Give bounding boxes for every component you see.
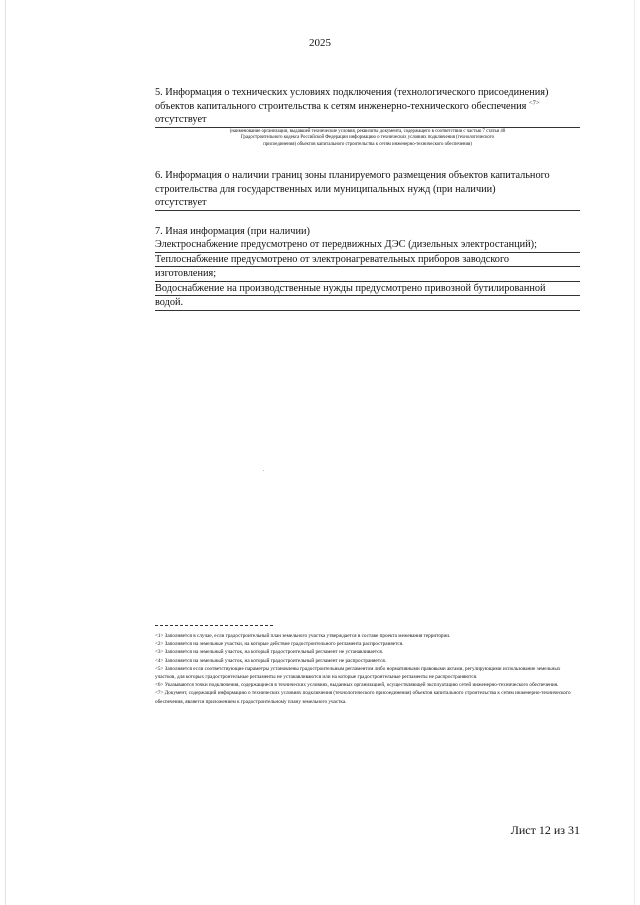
footnote-2: <2> Заполняется на земельные участки, на которые действие градостроительного регламента распространяется. <box>155 641 404 648</box>
section-6 <box>155 169 580 211</box>
section-6-value: отсутствует <box>155 196 580 211</box>
section-5-title-line-1: 5. Информация о технических условиях подключения (технологического присоединения) <box>155 87 549 98</box>
section-5-caption-line-1: (наименование организации, выдавшей технические условия, реквизиты документа, содержащего в соответствии с частью 7 статьи 48 <box>229 128 506 134</box>
main-content <box>155 86 580 311</box>
section-7-line-2: Теплоснабжение предусмотрено от электронагревательных приборов заводского <box>155 253 580 268</box>
scan-edge-right <box>634 0 635 905</box>
section-7-line-1: Электроснабжение предусмотрено от передвижных ДЭС (дизельных электростанций); <box>155 238 580 253</box>
scan-speck <box>263 470 264 471</box>
footnote-ref-7: <7> <box>528 99 540 107</box>
scan-edge-left <box>5 0 6 905</box>
section-7 <box>155 225 580 311</box>
footnotes <box>155 632 580 706</box>
page-year: 2025 <box>309 37 331 49</box>
footnote-7: <7> Документ, содержащий информацию о технических условиях подключения (технологического присоединения) объектов капитального строительства к сетям инженерно-технического обеспечения, является приложением к градостроительному плану земельного участка. <box>155 690 571 705</box>
footnote-3: <3> Заполняется на земельный участок, на который градостроительный регламент не устанавливается. <box>155 649 384 656</box>
section-5-caption <box>155 129 580 149</box>
section-7-line-3: изготовления; <box>155 267 580 282</box>
footnote-1: <1> Заполняется в случае, если градостроительный план земельного участка утверждается в составе проекта межевания территории. <box>155 633 451 639</box>
footnote-6: <6> Указываются точки подключения, содержащиеся в технических условиях, выданных организацией, осуществляющей эксплуатацию сетей инженерно-технического обеспечения. <box>155 682 559 689</box>
sheet-number: Лист 12 из 31 <box>510 823 580 837</box>
footnote-separator <box>155 625 273 626</box>
section-5-caption-line-2: Градостроительного кодекса Российской Федерации информацию о технических условиях подключения (технологического <box>240 135 495 140</box>
section-6-title-line-1: 6. Информация о наличии границ зоны планируемого размещения объектов капитального <box>155 170 550 181</box>
section-5-title-line-2-text: объектов капитального строительства к сетям инженерно-технического обеспечения <box>155 100 527 112</box>
section-5 <box>155 86 580 148</box>
section-5-title-line-2 <box>155 100 580 114</box>
section-6-title-line-2: строительства для государственных или муниципальных нужд (при наличии) <box>155 183 496 195</box>
section-5-caption-line-3: присоединения) объектов капитального строительства к сетям инженерно-технического обеспечения) <box>263 141 472 147</box>
footnote-4: <4> Заполняется на земельный участок, на который градостроительный регламент не распространяется. <box>155 657 387 664</box>
section-7-title: 7. Иная информация (при наличии) <box>155 225 310 237</box>
section-5-value: отсутствует <box>155 113 580 128</box>
section-7-line-4: Водоснабжение на производственные нужды предусмотрено привозной бутилированной <box>155 282 580 297</box>
section-7-line-5: водой. <box>155 296 580 311</box>
footnote-5: <5> Заполняется если соответствующие параметры установлены градостроительным регламентом либо нормативными правовыми актами, регулирующими использование земельных участков, для которых градостроительные регламенты не устанавливаются или на которые градостроительные регламенты не распространяются. <box>155 665 561 681</box>
